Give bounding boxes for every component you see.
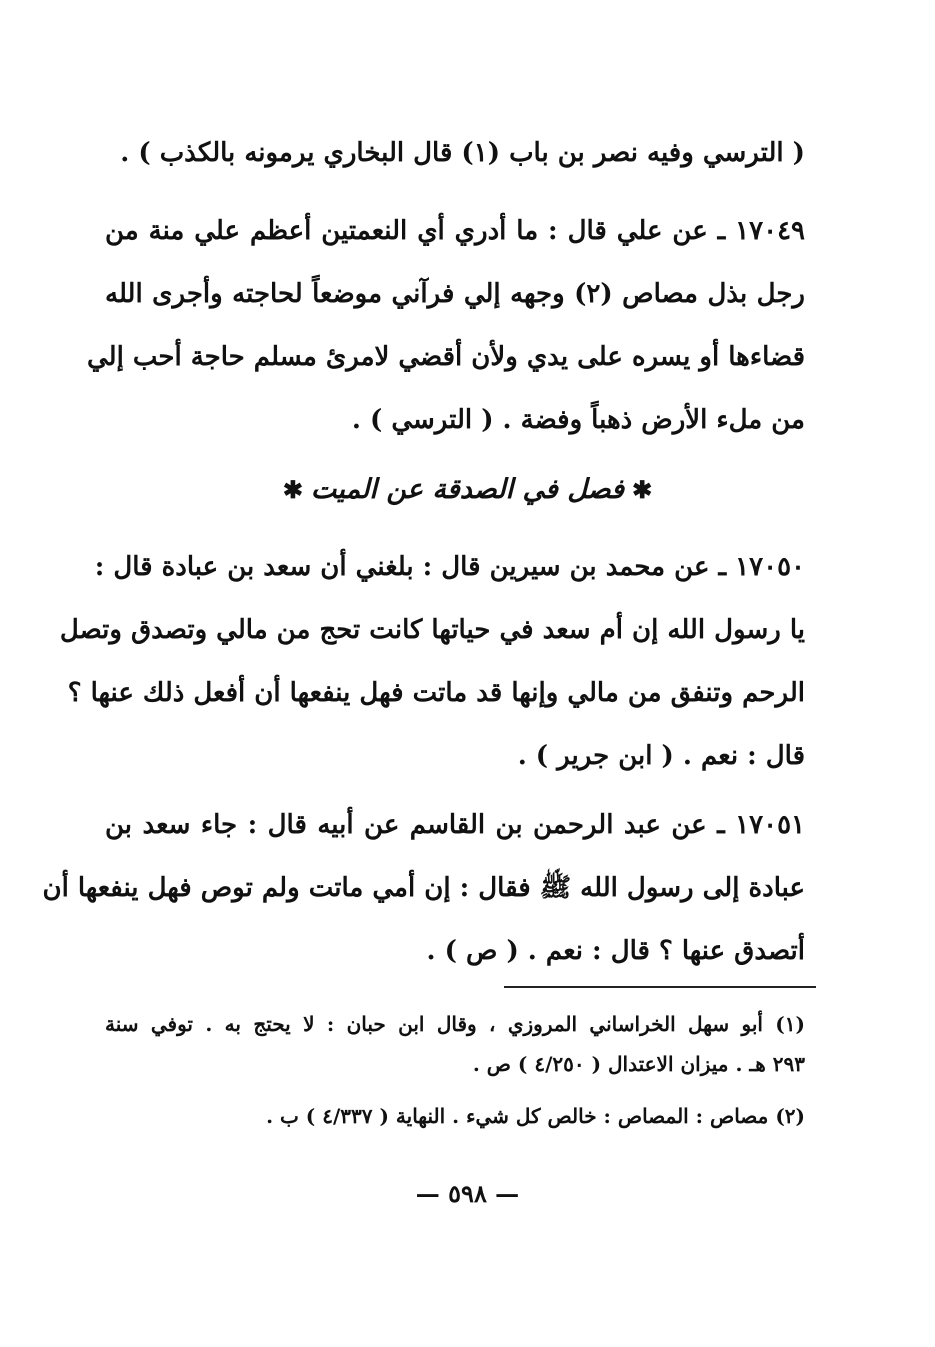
footnotes bbox=[105, 1004, 805, 1136]
hadith-entry-17051 bbox=[42, 794, 805, 983]
text-line: رجل بذل مصاص (٢) وجهه إلي فرآني موضعاً لحاجته وأجرى الله bbox=[105, 279, 805, 309]
footnote-2 bbox=[105, 1096, 805, 1136]
text-line: قضاءها أو يسره على يدي ولأن أقضي لامرئ مسلم حاجة أحب إلي bbox=[86, 342, 805, 372]
footnote-line: (١) أبو سهل الخراساني المروزي ، وقال ابن حبان : لا يحتج به . توفي سنة bbox=[105, 1012, 805, 1036]
text-line: ١٧٠٥١ ـ عن عبد الرحمن بن القاسم عن أبيه قال : جاء سعد بن bbox=[105, 810, 805, 840]
text-line: الرحم وتنفق من مالي وإنها قد ماتت فهل ينفعها أن أفعل ذلك عنها ؟ bbox=[67, 678, 805, 708]
text-line: عبادة إلى رسول الله ﷺ فقال : إن أمي ماتت ولم توص فهل ينفعها أن bbox=[42, 873, 805, 903]
text-line: ( الترسي وفيه نصر بن باب (١) قال البخاري يرمونه بالكذب ) . bbox=[120, 138, 805, 168]
footnote-1 bbox=[105, 1004, 805, 1084]
star-ornament-icon: ✱ bbox=[282, 475, 303, 504]
section-heading-text: فصل في الصدقة عن الميت bbox=[310, 474, 625, 505]
continuation-line bbox=[105, 122, 805, 185]
text-line: قال : نعم . ( ابن جرير ) . bbox=[517, 741, 805, 771]
text-line: أتصدق عنها ؟ قال : نعم . ( ص ) . bbox=[426, 936, 805, 966]
hadith-entry-17050 bbox=[59, 536, 805, 788]
footnote-divider bbox=[504, 986, 816, 988]
text-line: يا رسول الله إن أم سعد في حياتها كانت تحج من مالي وتصدق وتصل bbox=[59, 615, 805, 645]
footnote-line: ٢٩٣ هـ . ميزان الاعتدال ( ٤/٢٥٠ ) ص . bbox=[472, 1052, 805, 1076]
section-heading bbox=[0, 462, 935, 518]
footnote-line: (٢) مصاص : المصاص : خالص كل شيء . النهاية ( ٤/٣٣٧ ) ب . bbox=[266, 1104, 805, 1128]
hadith-entry-17049 bbox=[86, 200, 805, 452]
star-ornament-icon: ✱ bbox=[632, 475, 653, 504]
text-line: من ملء الأرض ذهباً وفضة . ( الترسي ) . bbox=[351, 405, 805, 435]
page-number: — ٥٩٨ — bbox=[415, 1179, 520, 1208]
text-line: ١٧٠٥٠ ـ عن محمد بن سيرين قال : بلغني أن سعد بن عبادة قال : bbox=[94, 552, 805, 582]
text-line: ١٧٠٤٩ ـ عن علي قال : ما أدري أي النعمتين أعظم علي منة من bbox=[105, 216, 805, 246]
